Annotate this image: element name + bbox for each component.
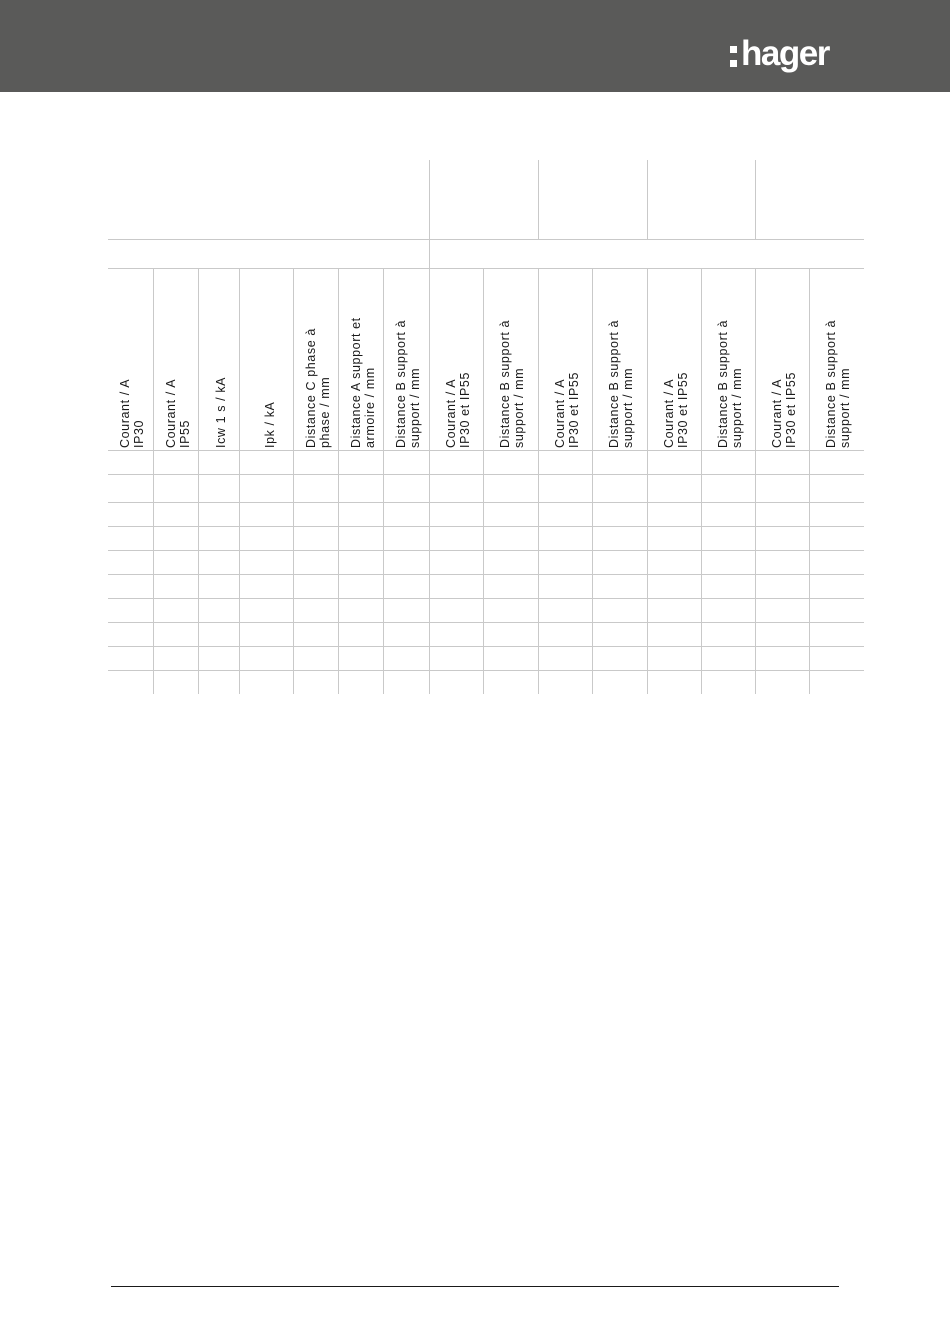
- table-grid-line: [429, 160, 430, 240]
- table-grid-line: [538, 160, 539, 240]
- column-header: Courant / A IP30 et IP55: [553, 372, 581, 448]
- column-header: Courant / A IP30 et IP55: [444, 372, 472, 448]
- table-grid-line: [108, 239, 864, 240]
- column-header: Courant / A IP30: [118, 378, 146, 448]
- table-row: [108, 474, 864, 475]
- column-header: Distance A support et armoire / mm: [349, 317, 377, 448]
- table-row: [108, 622, 864, 623]
- table-row: [108, 646, 864, 647]
- table-grid-line: [429, 239, 430, 269]
- column-header: Distance B support à support / mm: [394, 319, 422, 448]
- table-row: [108, 670, 864, 671]
- column-header: Icw 1 s / kA: [214, 376, 228, 448]
- table-grid-line: [755, 160, 756, 240]
- column-header: Distance B support à support / mm: [716, 319, 744, 448]
- table-grid-line: [108, 268, 864, 269]
- table-row: [108, 450, 864, 451]
- table-row: [108, 502, 864, 503]
- column-header: Courant / A IP30 et IP55: [662, 372, 690, 448]
- table-row: [108, 598, 864, 599]
- brand-name: hager: [741, 34, 829, 73]
- table-row: [108, 550, 864, 551]
- column-header: Distance B support à support / mm: [498, 319, 526, 448]
- table-row: [108, 574, 864, 575]
- column-header: Courant / A IP55: [164, 378, 192, 448]
- footer-rule: [111, 1286, 839, 1287]
- column-header: Distance B support à support / mm: [824, 319, 852, 448]
- column-header: Distance B support à support / mm: [607, 319, 635, 448]
- table-grid-line: [647, 160, 648, 240]
- column-header: Courant / A IP30 et IP55: [770, 372, 798, 448]
- column-header: Distance C phase à phase / mm: [304, 328, 332, 448]
- column-header: Ipk / kA: [263, 401, 277, 448]
- table-row: [108, 526, 864, 527]
